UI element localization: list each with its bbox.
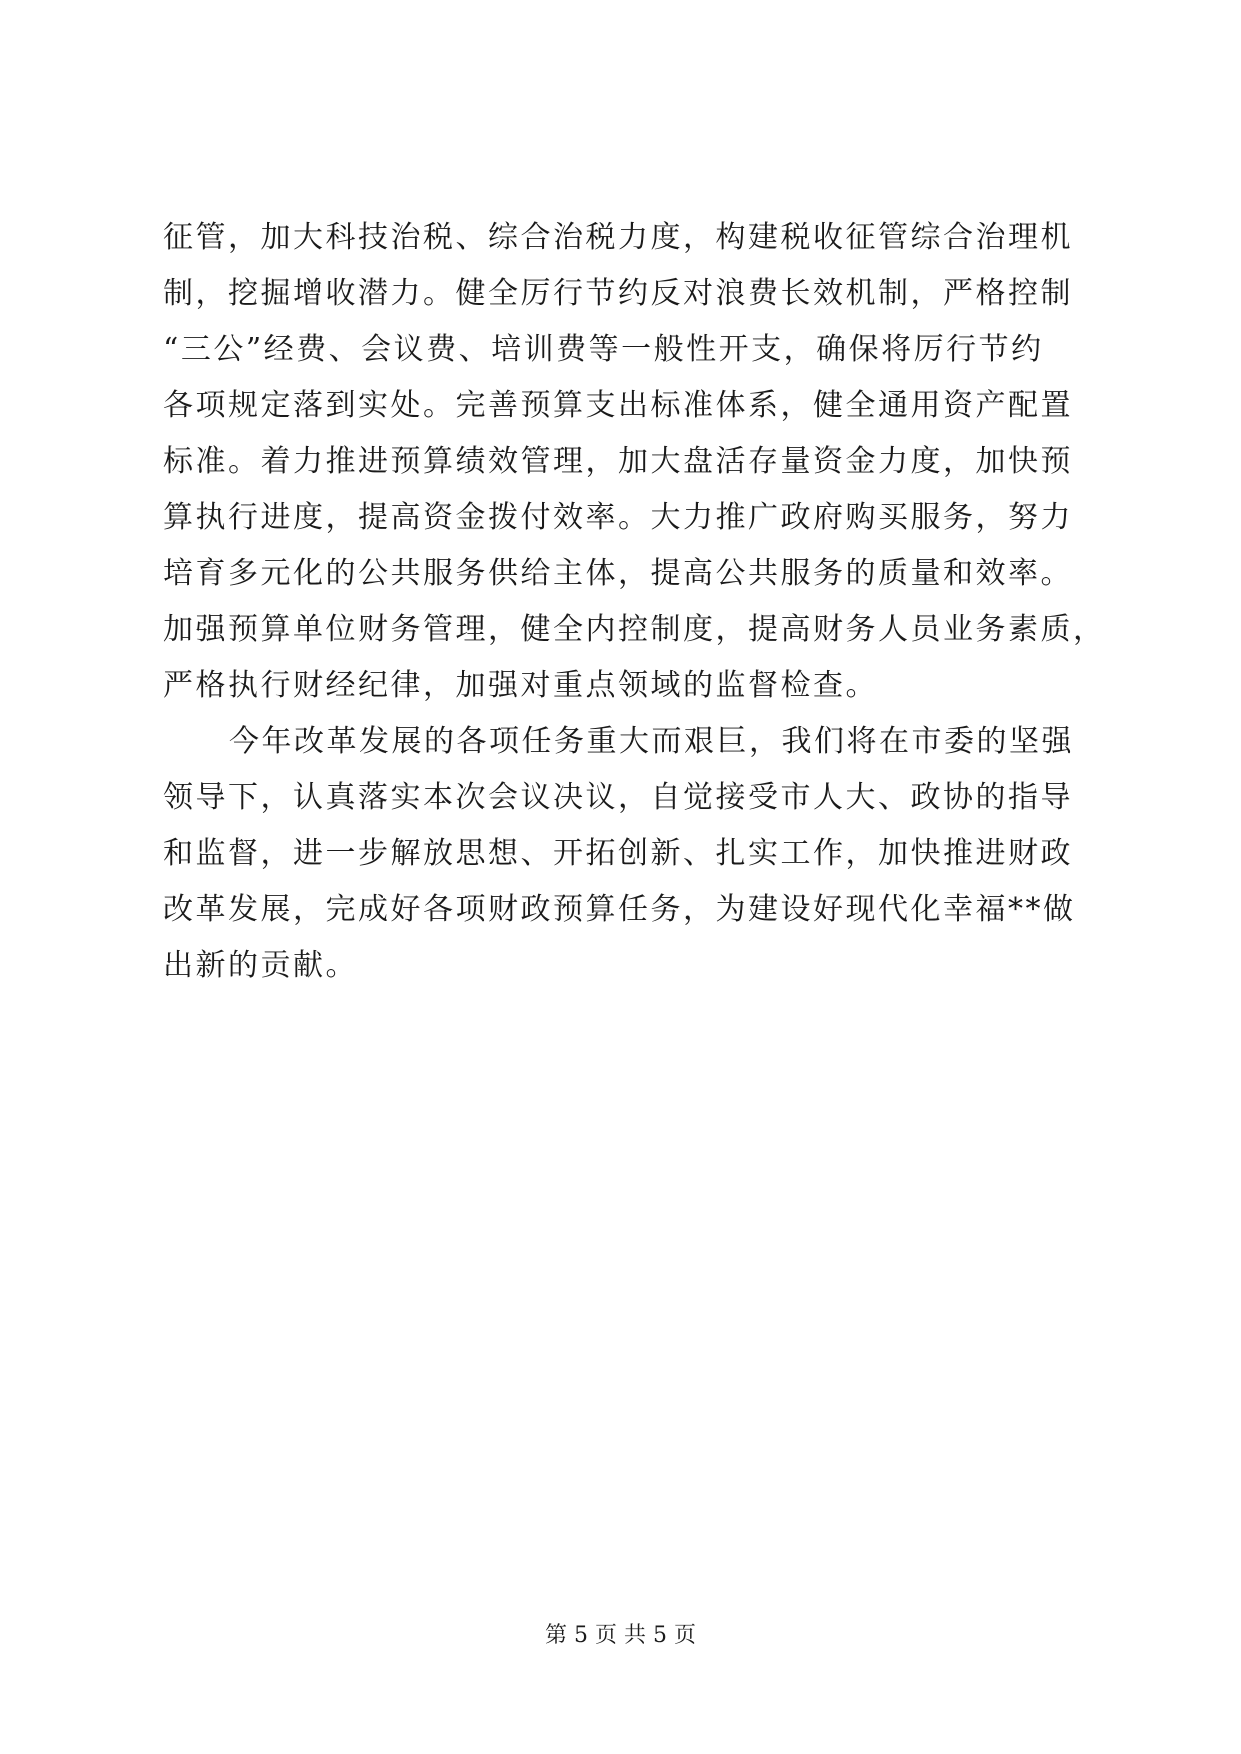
text-line: 领导下，认真落实本次会议决议，自觉接受市人大、政协的指导 (163, 780, 1073, 815)
text-line: 培育多元化的公共服务供给主体，提高公共服务的质量和效率。 (163, 556, 1073, 591)
text-line: 出新的贡献。 (163, 948, 358, 983)
text-line: 征管，加大科技治税、综合治税力度，构建税收征管综合治理机 (163, 220, 1073, 255)
text-line: 改革发展，完成好各项财政预算任务，为建设好现代化幸福**做 (163, 892, 1076, 927)
text-line: 和监督，进一步解放思想、开拓创新、扎实工作，加快推进财政 (163, 836, 1073, 871)
text-line: 加强预算单位财务管理，健全内控制度，提高财务人员业务素质， (163, 612, 1106, 647)
text-line: 严格执行财经纪律，加强对重点领域的监督检查。 (163, 668, 878, 703)
text-line: 标准。着力推进预算绩效管理，加大盘活存量资金力度，加快预 (163, 444, 1073, 479)
text-line: 算执行进度，提高资金拨付效率。大力推广政府购买服务，努力 (163, 500, 1073, 535)
text-line: 制，挖掘增收潜力。健全厉行节约反对浪费长效机制，严格控制 (163, 276, 1073, 311)
text-line: 各项规定落到实处。完善预算支出标准体系，健全通用资产配置 (163, 388, 1073, 423)
document-body (163, 210, 1106, 994)
page-footer (0, 1621, 1241, 1651)
page-number-indicator: 第 5 页 共 5 页 (545, 1623, 696, 1648)
paragraph-first-line: 今年改革发展的各项任务重大而艰巨，我们将在市委的坚强 (229, 724, 1074, 759)
text-line: “三公”经费、会议费、培训费等一般性开支，确保将厉行节约 (163, 332, 1044, 367)
